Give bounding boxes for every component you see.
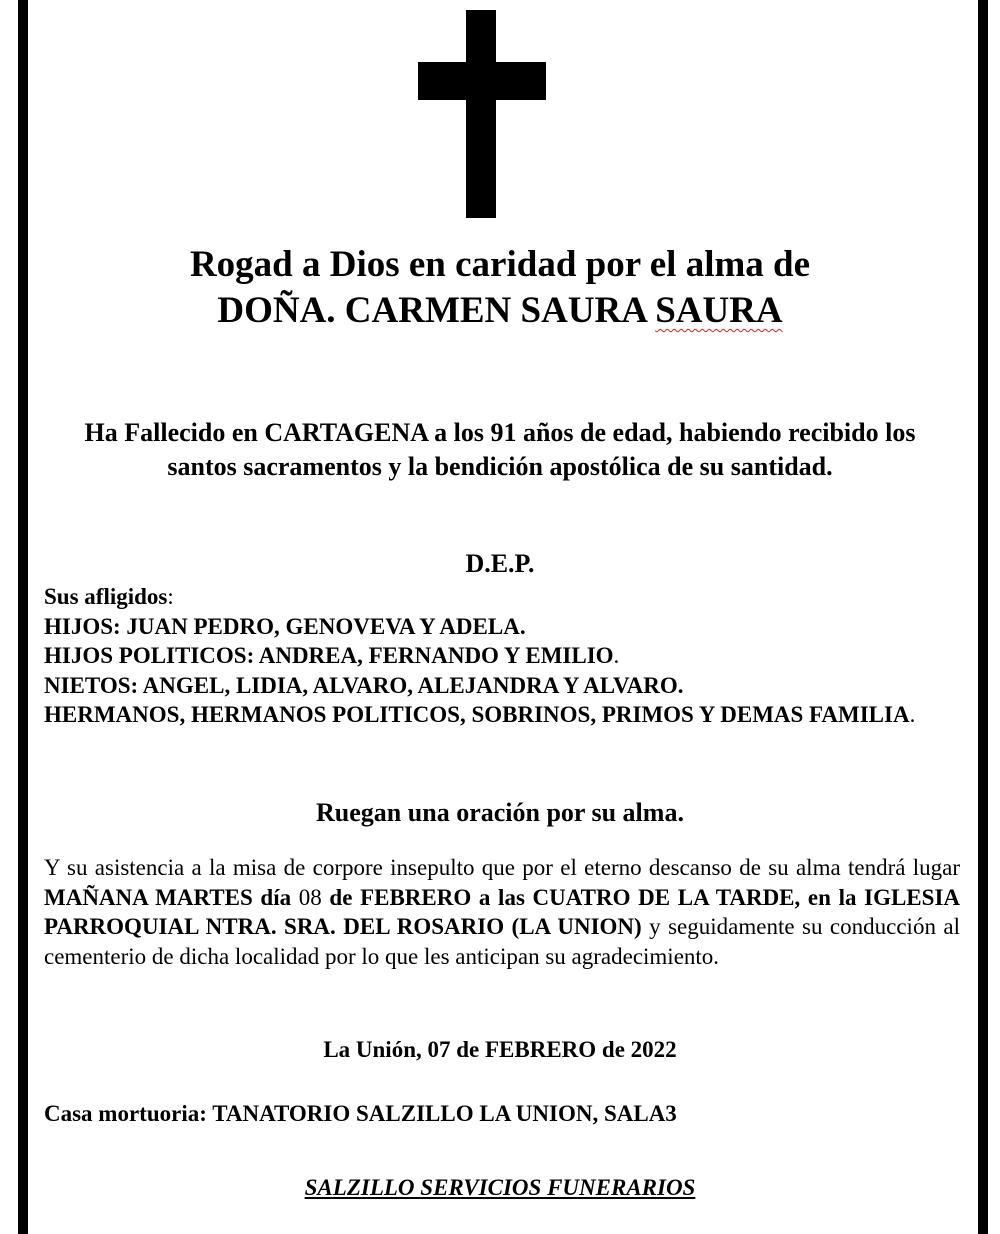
mourners-intro: Sus afligidos:: [44, 584, 174, 609]
company-name: SALZILLO SERVICIOS FUNERARIOS: [304, 1175, 696, 1200]
mourners-nietos: NIETOS: ANGEL, LIDIA, ALVARO, ALEJANDRA Y ALVARO.: [44, 672, 684, 698]
spellcheck-underlined-word: SAURA: [655, 290, 783, 331]
death-notice: Ha Fallecido en CARTAGENA a los 91 años de edad, habiendo recibido los santos sacramentos y la bendición apostólica de su santidad.: [84, 418, 916, 481]
funeral-home: Casa mortuoria: TANATORIO SALZILLO LA UNION, SALA3: [44, 1101, 677, 1126]
mourners-list: [44, 582, 960, 730]
date-line: La Unión, 07 de FEBRERO de 2022: [323, 1037, 677, 1062]
mourners-hermanos: HERMANOS, HERMANOS POLITICOS, SOBRINOS, PRIMOS Y DEMAS FAMILIA.: [44, 702, 916, 727]
mourners-hijos-politicos: HIJOS POLITICOS: ANDREA, FERNANDO Y EMILIO.: [44, 643, 620, 668]
mass-paragraph: Y su asistencia a la misa de corpore insepulto que por el eterno descanso de su alma tendrá lugar MAÑANA MARTES día 08 de FEBRERO a las CUATRO DE LA TARDE, en la IGLESIA PARROQUIAL NTRA. SRA. DEL ROSARIO (LA UNION) y seguidamente su conducción al cementerio de dicha localidad por lo que les anticipan su agradecimiento.: [44, 855, 961, 969]
invocation-heading: Rogad a Dios en caridad por el alma de: [189, 244, 811, 285]
mourners-hijos: HIJOS: JUAN PEDRO, GENOVEVA Y ADELA.: [44, 613, 526, 639]
cross-icon: [418, 10, 546, 218]
dep-label: D.E.P.: [465, 549, 535, 578]
deceased-name: DOÑA. CARMEN SAURA SAURA: [217, 290, 783, 331]
prayer-line: Ruegan una oración por su alma.: [316, 798, 684, 827]
